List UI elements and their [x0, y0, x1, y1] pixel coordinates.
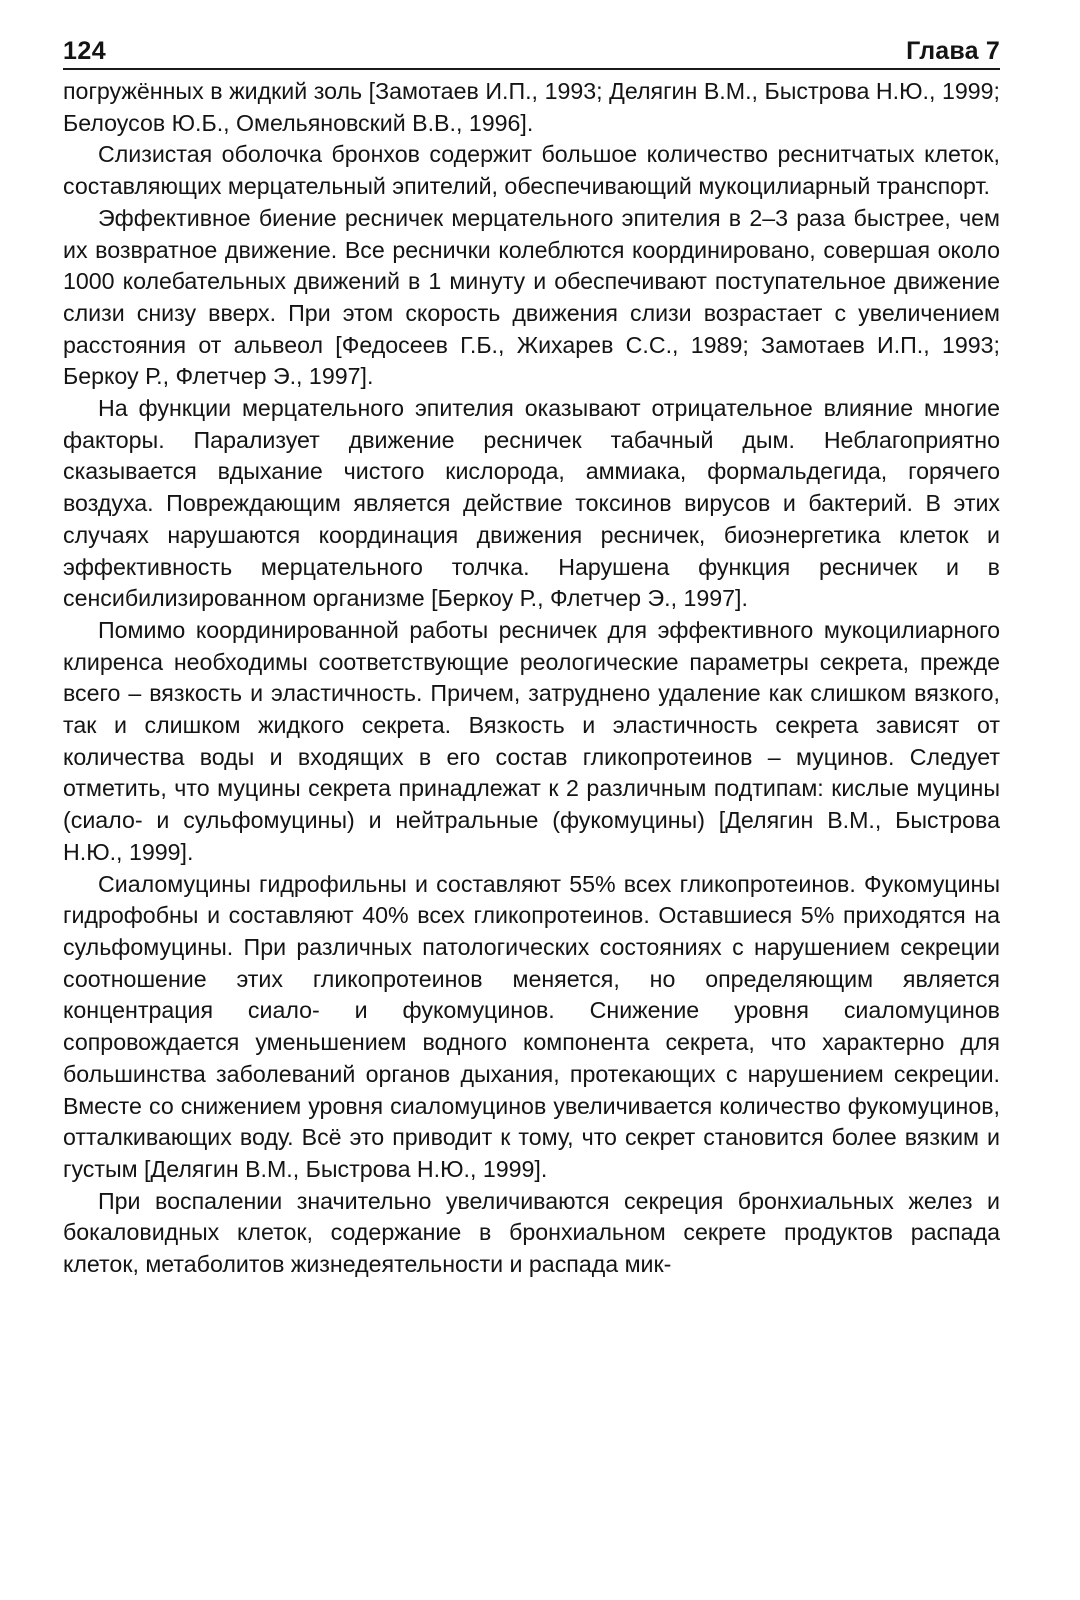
running-header: [63, 30, 1000, 70]
page-number: 124: [63, 37, 107, 65]
paragraph: Слизистая оболочка бронхов содержит большое количество реснитчатых клеток, составляющих мерцательный эпителий, обеспечивающий мукоцилиарный транспорт.: [63, 141, 1000, 200]
paragraph: На функции мерцательного эпителия оказывают отрицательное влияние многие факторы. Парализует движение ресничек табачный дым. Неблагоприятно сказывается вдыхание чистого кислорода, аммиака, формальдегида, горячего воздуха. Повреждающим является действие токсинов вирусов и бактерий. В этих случаях нарушаются координация движения ресничек, биоэнергетика клеток и эффективность мерцательного толчка. Нарушена функция ресничек и в сенсибилизированном организме [Беркоу Р., Флетчер Э., 1997].: [63, 395, 1000, 612]
chapter-title: Глава 7: [906, 37, 1000, 65]
paragraph: Помимо координированной работы ресничек для эффективного мукоцилиарного клиренса необходимы соответствующие реологические параметры секрета, прежде всего – вязкость и эластичность. Причем, затруднено удаление как слишком вязкого, так и слишком жидкого секрета. Вязкость и эластичность секрета зависят от количества воды и входящих в его состав гликопротеинов – муцинов. Следует отметить, что муцины секрета принадлежат к 2 различным подтипам: кислые муцины (сиало- и сульфомуцины) и нейтральные (фукомуцины) [Делягин В.М., Быстрова Н.Ю., 1999].: [63, 616, 1000, 865]
paragraph: При воспалении значительно увеличиваются секреция бронхиальных желез и бокаловидных клеток, содержание в бронхиальном секрете продуктов распада клеток, метаболитов жизнедеятельности и распада мик-: [63, 1187, 1000, 1278]
book-page: [63, 30, 1000, 1281]
body-text: [63, 76, 1000, 1281]
paragraph: Эффективное биение ресничек мерцательного эпителия в 2–3 раза быстрее, чем их возвратное движение. Все реснички колеблются координировано, совершая около 1000 колебательных движений в 1 минуту и обеспечивают поступательное движение слизи снизу вверх. При этом скорость движения слизи возрастает с увеличением расстояния от альвеол [Федосеев Г.Б., Жихарев С.С., 1989; Замотаев И.П., 1993; Беркоу Р., Флетчер Э., 1997].: [63, 204, 1000, 390]
paragraph: Сиаломуцины гидрофильны и составляют 55% всех гликопротеинов. Фукомуцины гидрофобны и составляют 40% всех гликопротеинов. Оставшиеся 5% приходятся на сульфомуцины. При различных патологических состояниях с нарушением секреции соотношение этих гликопротеинов меняется, но определяющим является концентрация сиало- и фукомуцинов. Снижение уровня сиаломуцинов сопровождается уменьшением водного компонента секрета, что характерно для большинства заболеваний органов дыхания, протекающих с нарушением секреции. Вместе со снижением уровня сиаломуцинов увеличивается количество фукомуцинов, отталкивающих воду. Всё это приводит к тому, что секрет становится более вязким и густым [Делягин В.М., Быстрова Н.Ю., 1999].: [63, 870, 1000, 1182]
paragraph-continuation: погружённых в жидкий золь [Замотаев И.П., 1993; Делягин В.М., Быстрова Н.Ю., 1999; Белоусов Ю.Б., Омельяновский В.В., 1996].: [63, 78, 1000, 136]
